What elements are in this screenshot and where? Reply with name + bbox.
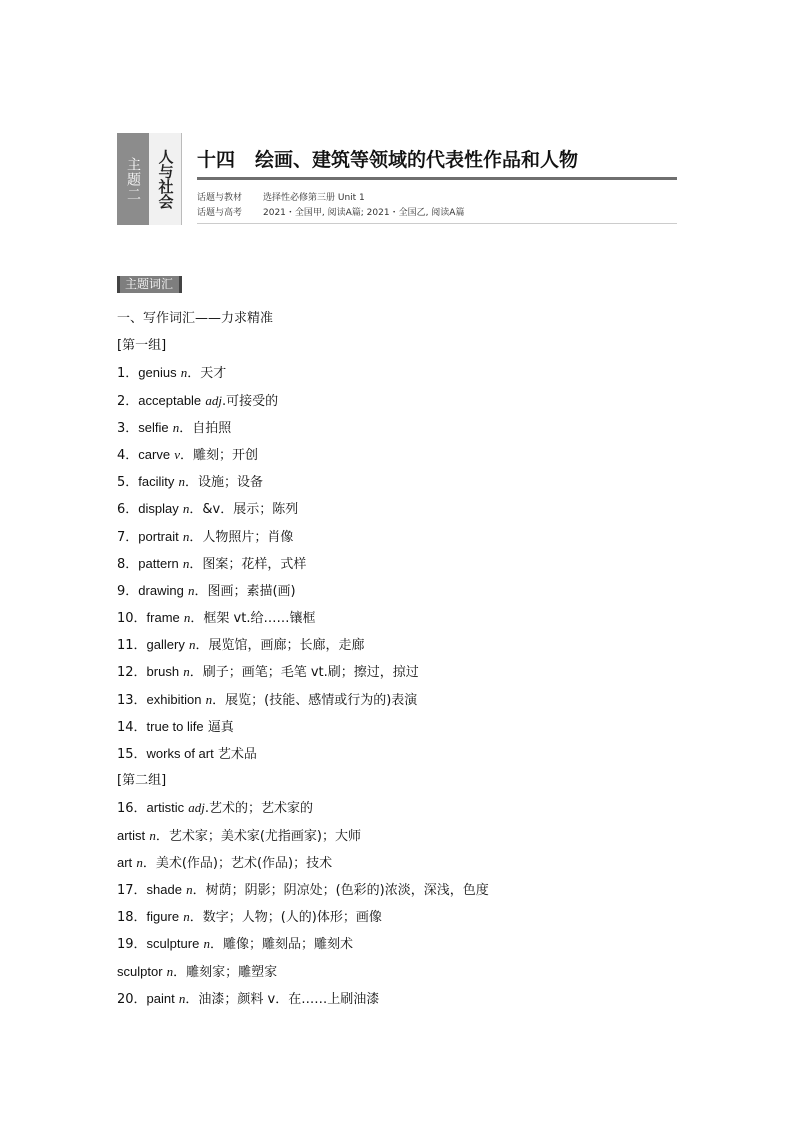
vocab-entry bbox=[117, 441, 717, 468]
entry-pos: n bbox=[166, 963, 174, 979]
entry-number: 5． bbox=[117, 475, 139, 491]
vocab-entry bbox=[117, 849, 717, 876]
vocab-entry bbox=[117, 713, 717, 740]
vocab-entry bbox=[117, 740, 717, 767]
vocab-entry bbox=[117, 794, 717, 821]
entry-pos: adj bbox=[205, 392, 222, 408]
entry-word: artist bbox=[117, 827, 146, 843]
entry-word: drawing bbox=[138, 582, 184, 598]
vocab-entry bbox=[117, 523, 717, 550]
vocab-entry bbox=[117, 495, 717, 522]
vocab-entry bbox=[117, 903, 717, 930]
entry-meaning: ．框架 vt.给……镶框 bbox=[190, 611, 316, 627]
meta-key: 话题与高考 bbox=[197, 208, 243, 218]
entry-word: paint bbox=[146, 990, 175, 1006]
entry-pos: n bbox=[178, 474, 186, 490]
entry-word: portrait bbox=[138, 528, 179, 544]
vocab-entry bbox=[117, 958, 717, 985]
vocab-entry bbox=[117, 359, 717, 386]
theme-name: 人与社会 bbox=[156, 149, 175, 209]
entry-pos: v bbox=[174, 446, 180, 462]
meta-row bbox=[197, 191, 464, 206]
entry-meaning: ．人物照片；肖像 bbox=[189, 529, 294, 545]
entry-meaning: ．刷子；画笔；毛笔 vt.刷；擦过，掠过 bbox=[189, 665, 419, 681]
entry-pos: n bbox=[188, 637, 196, 653]
entry-number: 2． bbox=[117, 393, 139, 409]
meta-value: 2021・全国甲, 阅读A篇; 2021・全国乙, 阅读A篇 bbox=[263, 208, 465, 218]
vocab-entry bbox=[117, 631, 717, 658]
entry-pos: n bbox=[187, 582, 195, 598]
vocab-entry bbox=[117, 930, 717, 957]
entry-pos: n bbox=[182, 555, 190, 571]
title-divider bbox=[197, 177, 677, 180]
vocab-entry bbox=[117, 604, 717, 631]
entry-meaning: ．数字；人物；(人的)体形；画像 bbox=[189, 910, 382, 926]
vocab-entry bbox=[117, 577, 717, 604]
entry-word: true to life bbox=[146, 718, 204, 734]
entry-meaning: ．雕像；雕刻品；雕刻术 bbox=[209, 937, 353, 953]
group-label: [第一组] bbox=[117, 338, 167, 354]
entry-number: 7． bbox=[117, 529, 139, 545]
entry-meaning: .可接受的 bbox=[221, 393, 279, 409]
entry-meaning: ．树荫；阴影；阴凉处；(色彩的)浓淡，深浅，色度 bbox=[192, 882, 489, 898]
entry-number: 13． bbox=[117, 692, 147, 708]
entry-word: pattern bbox=[138, 555, 179, 571]
vocab-entry bbox=[117, 387, 717, 414]
entry-meaning: 艺术品 bbox=[217, 747, 257, 762]
entry-word: shade bbox=[146, 881, 182, 897]
entry-meaning: ．雕刻家；雕塑家 bbox=[173, 964, 278, 980]
entry-number: 15． bbox=[117, 747, 147, 762]
meta-row bbox=[197, 206, 464, 221]
entry-pos: n bbox=[186, 881, 193, 897]
vocab-entry bbox=[117, 468, 717, 495]
entry-pos: n bbox=[182, 501, 190, 517]
entry-number: 11． bbox=[117, 638, 147, 654]
entry-word: facility bbox=[138, 474, 175, 490]
group-label: [第二组] bbox=[117, 773, 167, 789]
entry-word: frame bbox=[146, 610, 180, 626]
theme-label: 主题二 bbox=[125, 156, 141, 202]
entry-number: 4． bbox=[117, 447, 139, 463]
topic-number: 十四 bbox=[197, 149, 236, 171]
entry-meaning: 逼真 bbox=[207, 719, 234, 735]
entry-meaning: ．展览；(技能、感情或行为的)表演 bbox=[212, 692, 418, 708]
entry-word: figure bbox=[146, 909, 180, 925]
vocab-entry bbox=[117, 876, 717, 903]
topic-meta bbox=[197, 191, 464, 221]
entry-pos: n bbox=[149, 827, 156, 843]
entry-word: genius bbox=[138, 365, 177, 381]
entry-number: 10． bbox=[117, 611, 147, 627]
entry-meaning: ．天才 bbox=[187, 366, 227, 382]
entry-meaning: ．设施；设备 bbox=[185, 475, 264, 491]
entry-meaning: ．自拍照 bbox=[179, 420, 232, 436]
entry-meaning: ．&v．展示；陈列 bbox=[189, 502, 299, 518]
entry-pos: n bbox=[182, 528, 190, 544]
vocab-entry bbox=[117, 414, 717, 441]
entry-word: carve bbox=[138, 446, 171, 462]
entry-number: 20． bbox=[117, 991, 147, 1007]
entry-pos: n bbox=[172, 419, 180, 435]
entry-number: 6． bbox=[117, 502, 139, 518]
entry-meaning: ．图画；素描(画) bbox=[194, 583, 296, 599]
entry-number: 9． bbox=[117, 583, 139, 599]
vocab-entry bbox=[117, 686, 717, 713]
theme-tab bbox=[117, 133, 149, 225]
entry-pos: n bbox=[178, 990, 186, 1006]
entry-word: display bbox=[138, 501, 179, 517]
entry-number: 17． bbox=[117, 882, 147, 898]
entry-word: works of art bbox=[146, 746, 214, 761]
entry-word: art bbox=[117, 854, 133, 870]
entry-number: 14． bbox=[117, 719, 147, 735]
entry-pos: n bbox=[136, 854, 143, 870]
vocab-entry bbox=[117, 985, 717, 1012]
meta-key: 话题与教材 bbox=[197, 193, 243, 203]
entry-pos: n bbox=[183, 909, 190, 925]
vocab-entry bbox=[117, 550, 717, 577]
entry-meaning: ．艺术家；美术家(尤指画家)；大师 bbox=[155, 828, 361, 844]
entry-meaning: .艺术的；艺术家的 bbox=[204, 801, 314, 817]
entry-pos: n bbox=[180, 365, 188, 381]
topic-title: 绘画、建筑等领域的代表性作品和人物 bbox=[255, 149, 579, 171]
entry-number: 19． bbox=[117, 937, 147, 953]
vocab-entry bbox=[117, 658, 717, 685]
entry-meaning: ．展览馆，画廊；长廊，走廊 bbox=[195, 638, 365, 654]
entry-meaning: ．雕刻；开创 bbox=[180, 447, 259, 463]
entry-word: brush bbox=[146, 664, 180, 680]
vocab-list bbox=[117, 305, 717, 1012]
meta-value: 选择性必修第三册 Unit 1 bbox=[263, 193, 365, 203]
entry-number: 16． bbox=[117, 801, 147, 817]
entry-word: exhibition bbox=[146, 691, 202, 707]
entry-number: 1． bbox=[117, 366, 139, 382]
entry-word: gallery bbox=[146, 637, 185, 653]
entry-number: 3． bbox=[117, 420, 139, 436]
theme-name-box bbox=[149, 133, 182, 225]
entry-word: artistic bbox=[146, 800, 185, 816]
vocab-entry bbox=[117, 822, 717, 849]
entry-number: 18． bbox=[117, 910, 147, 926]
entry-word: sculptor bbox=[117, 963, 163, 979]
entry-word: sculpture bbox=[146, 936, 200, 952]
entry-pos: n bbox=[183, 610, 191, 626]
header-divider bbox=[197, 223, 677, 224]
entry-pos: adj bbox=[188, 800, 205, 816]
entry-number: 8． bbox=[117, 556, 139, 572]
section-badge: 主题词汇 bbox=[117, 276, 182, 293]
entry-pos: n bbox=[205, 691, 213, 707]
section-title: 一、写作词汇——力求精准 bbox=[117, 311, 274, 326]
page-title bbox=[197, 145, 578, 172]
entry-word: selfie bbox=[138, 419, 169, 435]
entry-number: 12． bbox=[117, 665, 147, 681]
entry-pos: n bbox=[183, 664, 190, 680]
topic-header bbox=[117, 133, 677, 225]
entry-pos: n bbox=[203, 936, 210, 952]
entry-meaning: ．图案；花样，式样 bbox=[189, 556, 307, 572]
entry-meaning: ．油漆；颜料 v．在……上刷油漆 bbox=[185, 991, 380, 1007]
entry-meaning: ．美术(作品)；艺术(作品)；技术 bbox=[142, 855, 333, 871]
entry-word: acceptable bbox=[138, 392, 202, 408]
